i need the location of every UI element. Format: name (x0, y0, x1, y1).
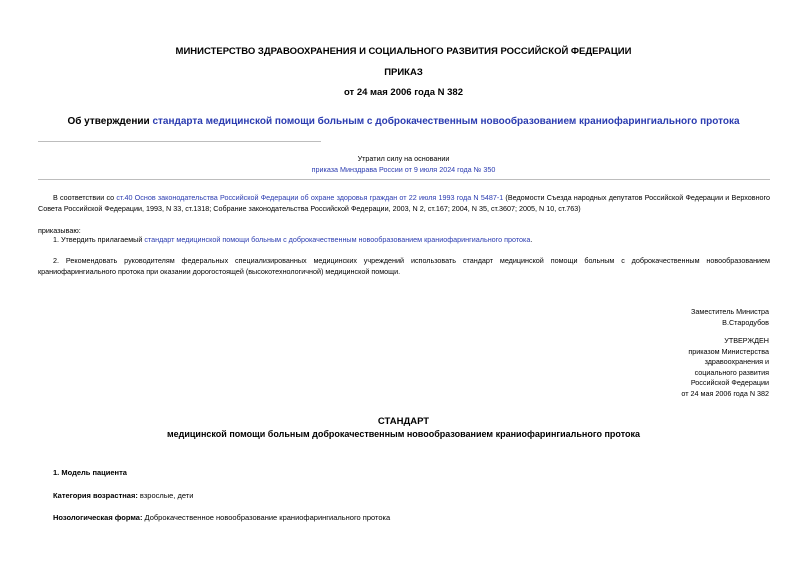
signature-position: Заместитель Министра (691, 307, 769, 316)
ministry-heading: МИНИСТЕРСТВО ЗДРАВООХРАНЕНИЯ И СОЦИАЛЬНОГО РАЗВИТИЯ РОССИЙСКОЙ ФЕДЕРАЦИИ (175, 46, 632, 57)
age-label: Категория возрастная: (53, 491, 138, 500)
signature-block (691, 307, 769, 328)
item-1-prefix: 1. Утвердить прилагаемый (53, 235, 145, 244)
repeal-note: Утратил силу на основании (357, 154, 450, 163)
age-value: взрослые, дети (137, 491, 194, 500)
approval-block (681, 336, 769, 399)
nosology-form (53, 513, 390, 522)
nosology-value: Доброкачественное новообразование краниофарингиального протока (142, 513, 391, 522)
standard-link[interactable]: стандарт медицинской помощи больным с доброкачественным новообразованием краниофарингиального протока (144, 235, 531, 244)
approval-line-4: социального развития (694, 367, 769, 377)
law-link[interactable]: ст.40 Основ законодательства Российской Федерации об охране здоровья граждан от 22 июля 1993 года N 5487-1 (116, 193, 504, 202)
standard-subheading: медицинской помощи больным доброкачественным новообразованием краниофарингиального протока (166, 429, 640, 439)
document-title (0, 116, 807, 127)
repeal-link[interactable]: приказа Минздрава России от 9 июля 2024 года № 350 (311, 165, 496, 174)
section-patient-model: 1. Модель пациента (53, 468, 127, 477)
age-category (53, 491, 193, 500)
document-title-prefix: Об утверждении (67, 116, 153, 127)
approval-line-3: здравоохранения и (704, 357, 769, 366)
preamble-suffix: (Ведомости Съезда народных депутатов Российской Федерации и Верховного Совета Российской Федерации, 1993, N 33, ст.1318; Собрание законодательства Российской Федерации, 2003, N 2, ст.167; 2004, N 35, ст.3607; 2005, N 10, ст.763) (38, 193, 770, 213)
divider-top (38, 141, 321, 142)
signature-name: В.Стародубов (722, 317, 769, 327)
approval-line-2: приказом Министерства (688, 346, 769, 356)
order-heading: ПРИКАЗ (384, 67, 423, 78)
preamble-prefix: В соответствии со (53, 193, 117, 202)
item-2: 2. Рекомендовать руководителям федеральных специализированных медицинских учреждений использовать стандарт медицинской помощи больным с доброкачественным новообразованием краниофарингиального протока при оказании дорогостоящей (высокотехнологичной) медицинской помощи. (38, 256, 770, 276)
item-1-suffix: . (530, 235, 533, 244)
divider-bottom (38, 179, 770, 180)
order-verb: приказываю: (38, 226, 81, 235)
document-title-link[interactable]: стандарта медицинской помощи больным с доброкачественным новообразованием краниофарингиального протокa (152, 116, 740, 127)
approval-line-6: от 24 мая 2006 года N 382 (681, 388, 769, 398)
approval-line-1: УТВЕРЖДЕН (724, 336, 769, 345)
nosology-label: Нозологическая форма: (53, 513, 143, 522)
approval-line-5: Российской Федерации (690, 378, 769, 387)
order-date: от 24 мая 2006 года N 382 (343, 87, 464, 98)
standard-heading: СТАНДАРТ (377, 416, 430, 427)
item-1 (38, 234, 770, 245)
preamble-paragraph (38, 192, 770, 214)
